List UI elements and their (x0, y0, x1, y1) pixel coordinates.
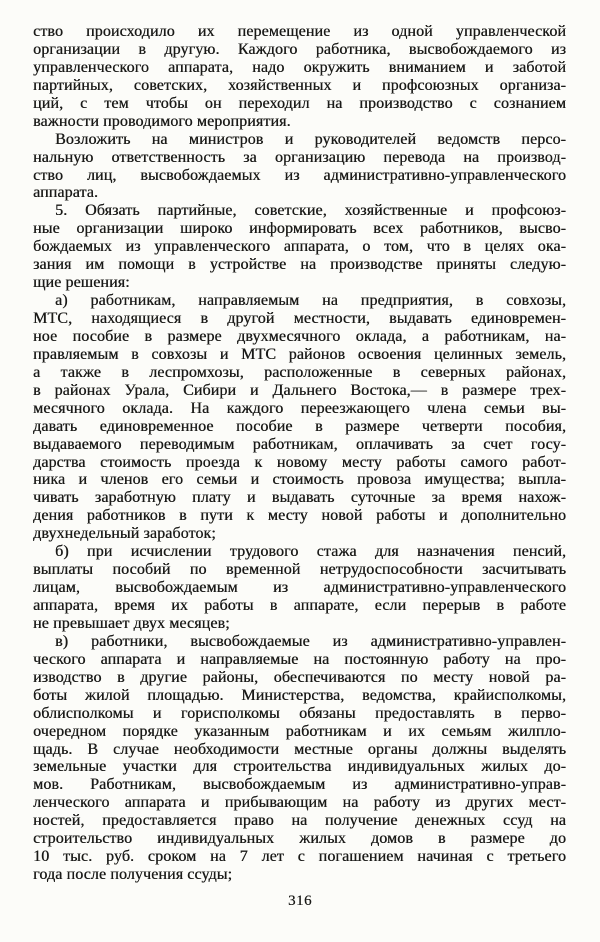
text-line: боты жилой площадью. Министерства, ведомства, крайисполкомы, (33, 686, 566, 704)
text-line: ций, с тем чтобы он переходил на производство с сознанием (33, 94, 566, 112)
text-line: дения работников в пути к месту новой работы и дополнительно (33, 507, 566, 525)
text-line: выплаты пособий по временной нетрудоспособности засчитывать (33, 561, 566, 579)
text-line: а также в леспромхозы, расположенные в северных районах, (33, 363, 566, 381)
text-line: в) работники, высвобождаемые из административно-управлен- (55, 632, 566, 650)
text-line: а) работникам, направляемым на предприятия, в совхозы, (55, 292, 566, 310)
text-line: ностей, предоставляется право на получение денежных ссуд на (33, 812, 566, 830)
text-line: двухнедельный заработок; (33, 525, 216, 543)
text-line: МТС, находящиеся в другой местности, выдавать единовремен- (33, 310, 566, 327)
text-line: дарства стоимость проезда к новому месту работы самого работ- (33, 453, 566, 471)
text-line: бождаемых из управленческого аппарата, о том, что в целях ока- (33, 238, 566, 256)
text-line: облисполкомы и горисполкомы обязаны предоставлять в перво- (33, 704, 566, 722)
text-line: очередном порядке указанным работникам и их семьям жилпло- (33, 722, 566, 740)
text-line: нальную ответственность за организацию перевода на производ- (33, 148, 566, 166)
text-line: чивать заработную плату и выдавать суточные за время нахож- (33, 489, 566, 507)
page-text (33, 23, 566, 884)
text-line: организации в другую. Каждого работника, высвобождаемого из (33, 40, 566, 58)
text-line: ство происходило их перемещение из одной управленческой (33, 23, 566, 40)
text-line: щадь. В случае необходимости местные органы должны выделять (33, 740, 566, 758)
text-line: 5. Обязать партийные, советские, хозяйственные и профсоюз- (55, 202, 566, 220)
text-line: в районах Урала, Сибири и Дальнего Востока,— в размере трех- (33, 381, 566, 399)
text-line: мов. Работникам, высвобождаемым из административно-управ- (33, 776, 566, 794)
text-line: ника и членов его семьи и стоимость провоза имущества; выпла- (33, 471, 566, 489)
text-line: лицам, высвобождаемым из административно-управленческого (33, 579, 566, 597)
text-line: правляемым в совхозы и МТС районов освоения целинных земель, (33, 345, 566, 363)
text-line: щие решения: (33, 274, 130, 292)
text-line: Возложить на министров и руководителей ведомств персо- (55, 130, 566, 148)
text-line: выдаваемого переводимым работникам, оплачивать за счет госу- (33, 435, 566, 453)
text-line: 10 тыс. руб. сроком на 7 лет с погашением начиная с третьего (33, 848, 566, 866)
text-line: управленческого аппарата, надо окружить вниманием и заботой (33, 58, 566, 76)
text-line: ное пособие в размере двухмесячного оклада, а работникам, на- (33, 327, 566, 345)
text-line: земельные участки для строительства индивидуальных жилых до- (33, 758, 566, 776)
text-line: аппарата. (33, 184, 98, 202)
text-line: ные организации широко информировать всех работников, высво- (33, 220, 566, 238)
text-line: месячного оклада. На каждого переезжающего члена семьи вы- (33, 399, 566, 417)
page-number: 316 (288, 893, 312, 909)
text-line: аппарата, время их работы в аппарате, если перерыв в работе (33, 597, 566, 614)
text-line: важности проводимого мероприятия. (33, 112, 291, 130)
text-line: ленческого аппарата и прибывающим на работу из других мест- (33, 794, 566, 812)
text-line: ческого аппарата и направляемые на постоянную работу на про- (33, 650, 566, 668)
text-line: партийных, советских, хозяйственных и профсоюзных организа- (33, 76, 566, 94)
text-line: зания им помощи в устройстве на производстве приняты следую- (33, 256, 566, 274)
text-line: ство лиц, высвобождаемых из административно-управленческого (33, 166, 566, 184)
text-line: строительство индивидуальных жилых домов в размере до (33, 830, 566, 848)
text-line: б) при исчислении трудового стажа для назначения пенсий, (55, 543, 566, 561)
text-line: давать единовременное пособие в размере четверти пособия, (33, 417, 566, 435)
text-line: не превышает двух месяцев; (33, 614, 230, 632)
text-line: изводство в другие районы, обеспечиваются по месту новой ра- (33, 668, 566, 686)
text-line: года после получения ссуды; (33, 866, 233, 884)
